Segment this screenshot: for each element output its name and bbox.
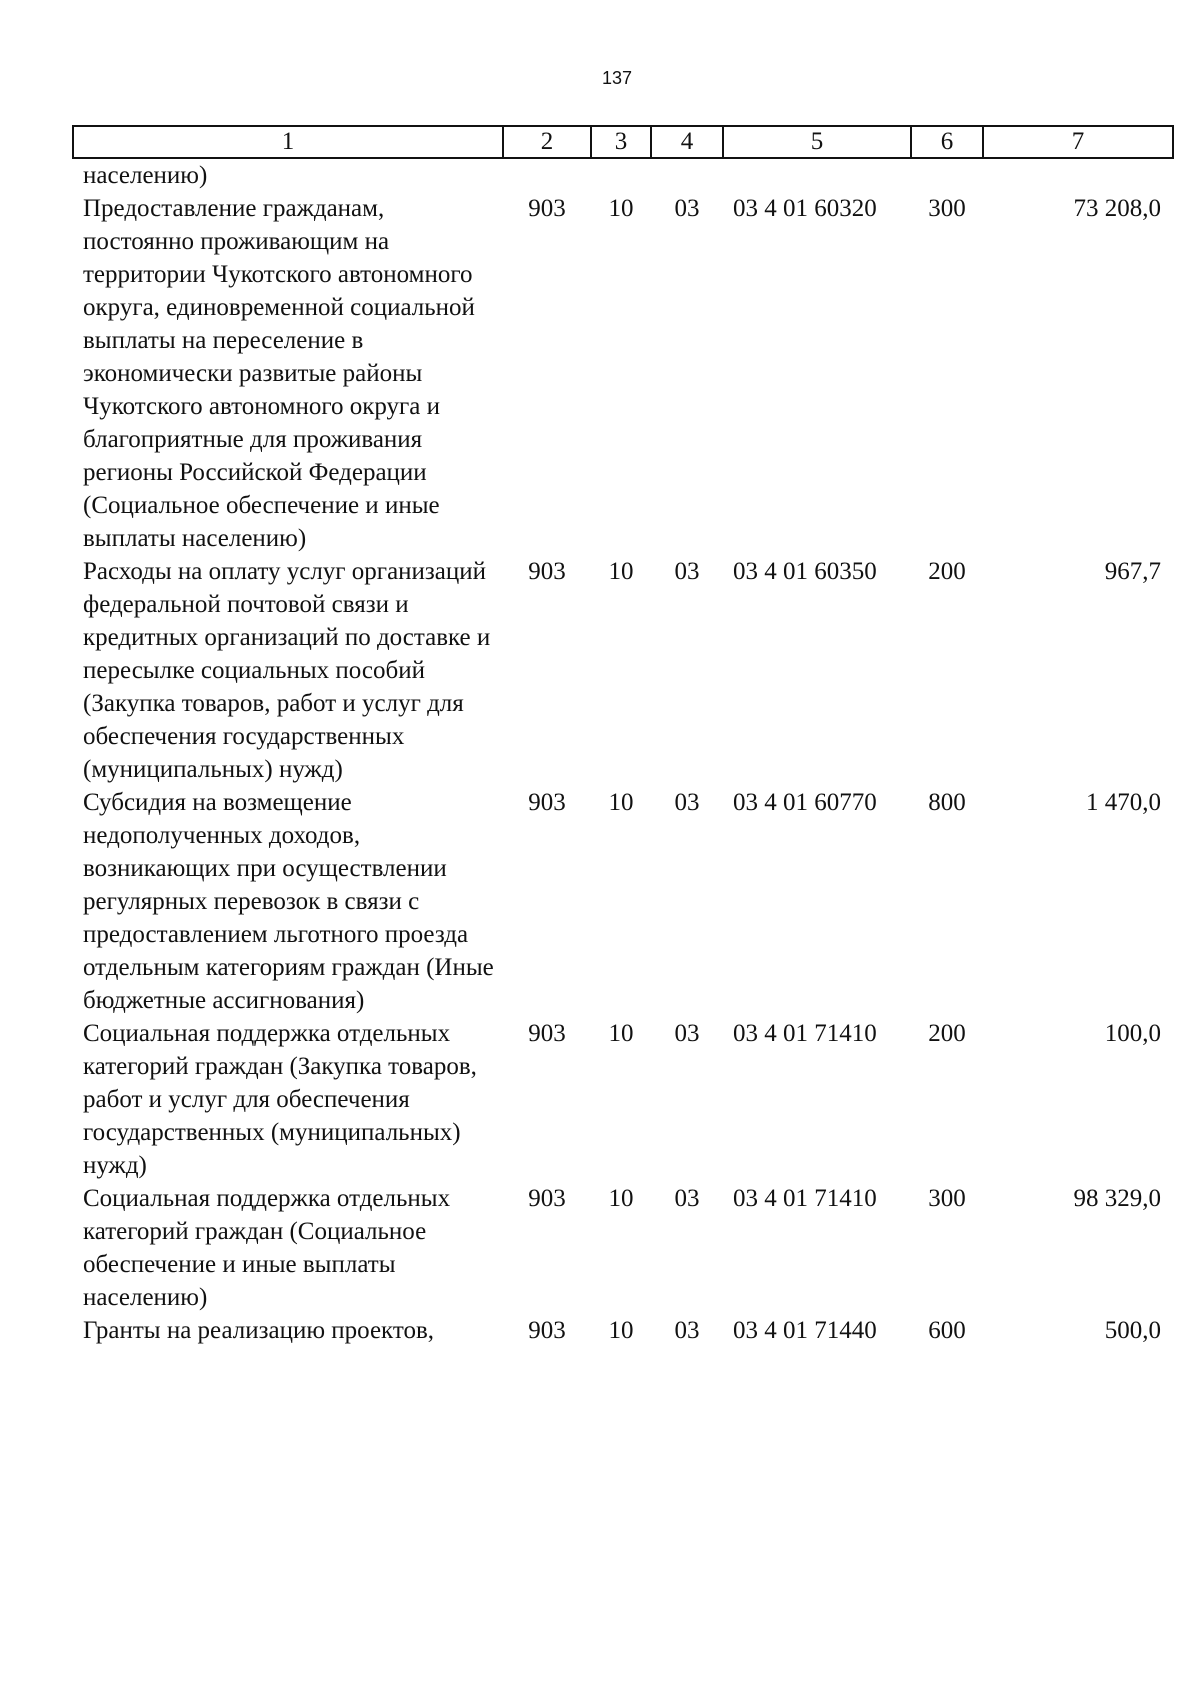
- row-subsection-code: 03: [674, 1317, 700, 1344]
- budget-table: [72, 125, 1174, 1347]
- table-row: [73, 555, 1173, 786]
- row-ministry-code: 903: [528, 1317, 566, 1344]
- row-section-code: 10: [608, 1185, 634, 1212]
- row-ministry-code: 903: [528, 1020, 566, 1047]
- column-header-7: 7: [983, 126, 1173, 158]
- row-description: Субсидия на возмещение недополученных доходов, возникающих при осуществлении регулярных перевозок в связи с предоставлением льготного проезда отдельным категориям граждан (Иные бюджетные ассигнования): [83, 789, 494, 1014]
- row-description: Расходы на оплату услуг организаций федеральной почтовой связи и кредитных организаций по доставке и пересылке социальных пособий (Закупка товаров, работ и услуг для обеспечения государственных (муниципальных) нужд): [83, 558, 491, 783]
- table-row: [73, 786, 1173, 1017]
- row-subsection-code: 03: [674, 1020, 700, 1047]
- table-header-row: [73, 126, 1173, 158]
- row-subsection-code: 03: [674, 195, 700, 222]
- row-subsection-code: 03: [674, 789, 700, 816]
- row-target-code: 03 4 01 60350: [733, 558, 877, 585]
- row-section-code: 10: [608, 1020, 634, 1047]
- row-amount: 73 208,0: [1073, 195, 1161, 222]
- table-row: [73, 1182, 1173, 1314]
- row-amount: 967,7: [1104, 558, 1161, 585]
- row-ministry-code: 903: [528, 1185, 566, 1212]
- row-target-code: 03 4 01 71410: [733, 1185, 877, 1212]
- row-target-code: 03 4 01 60320: [733, 195, 877, 222]
- row-section-code: 10: [608, 1317, 634, 1344]
- table-row: [73, 192, 1173, 555]
- row-target-code: 03 4 01 60770: [733, 789, 877, 816]
- row-description: Социальная поддержка отдельных категорий граждан (Социальное обеспечение и иные выплаты населению): [83, 1185, 451, 1311]
- row-expense-type: 600: [928, 1317, 966, 1344]
- page-number: 137: [601, 68, 633, 88]
- row-expense-type: 200: [928, 1020, 966, 1047]
- column-header-5: 5: [723, 126, 911, 158]
- row-description: Социальная поддержка отдельных категорий граждан (Закупка товаров, работ и услуг для обеспечения государственных (муниципальных) нужд): [83, 1020, 477, 1179]
- row-amount: 98 329,0: [1073, 1185, 1161, 1212]
- row-amount: 1 470,0: [1086, 789, 1161, 816]
- row-ministry-code: 903: [528, 789, 566, 816]
- row-ministry-code: 903: [528, 558, 566, 585]
- row-subsection-code: 03: [674, 1185, 700, 1212]
- row-description: Гранты на реализацию проектов,: [83, 1317, 435, 1344]
- column-header-6: 6: [911, 126, 983, 158]
- row-expense-type: 800: [928, 789, 966, 816]
- row-amount: 500,0: [1104, 1317, 1161, 1344]
- row-ministry-code: 903: [528, 195, 566, 222]
- column-header-3: 3: [591, 126, 651, 158]
- table-row: [73, 1314, 1173, 1347]
- row-description: Предоставление гражданам, постоянно проживающим на территории Чукотского автономного округа, единовременной социальной выплаты на переселение в экономически развитые районы Чукотского автономного округа и благоприятные для проживания регионы Российской Федерации (Социальное обеспечение и иные выплаты населению): [83, 195, 475, 552]
- row-expense-type: 300: [928, 195, 966, 222]
- row-section-code: 10: [608, 789, 634, 816]
- table-row: [73, 1017, 1173, 1182]
- row-target-code: 03 4 01 71410: [733, 1020, 877, 1047]
- row-target-code: 03 4 01 71440: [733, 1317, 877, 1344]
- continuation-text: населению): [83, 162, 208, 189]
- table-row-continuation: [73, 158, 1173, 192]
- column-header-4: 4: [651, 126, 723, 158]
- column-header-1: 1: [73, 126, 503, 158]
- row-amount: 100,0: [1104, 1020, 1161, 1047]
- row-section-code: 10: [608, 195, 634, 222]
- column-header-2: 2: [503, 126, 591, 158]
- row-expense-type: 300: [928, 1185, 966, 1212]
- row-section-code: 10: [608, 558, 634, 585]
- row-expense-type: 200: [928, 558, 966, 585]
- row-subsection-code: 03: [674, 558, 700, 585]
